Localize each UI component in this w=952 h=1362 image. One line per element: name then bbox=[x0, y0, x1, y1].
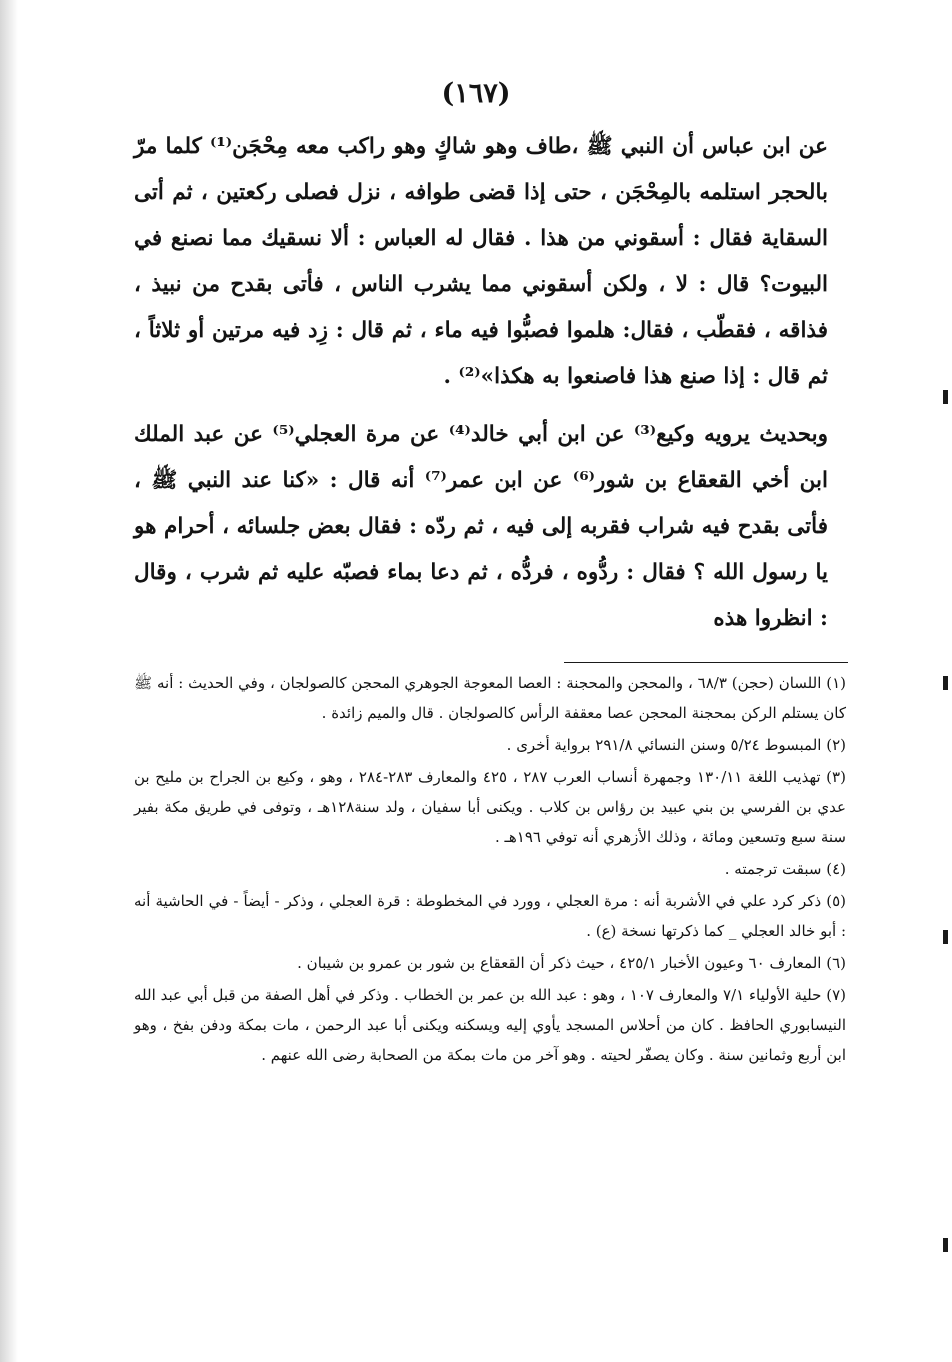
footnote-5: (٥) ذكر كرد علي في الأشربة أنه : مرة العجلي ، وورد في المخطوطة : قرة العجلي ، وذكر - أيضاً - في الحاشية أنه : أبو خالد العجلي _ كما ذكرتها نسخة (ع) . bbox=[134, 892, 846, 940]
footnote-divider bbox=[564, 662, 848, 663]
margin-mark bbox=[943, 1238, 948, 1252]
margin-mark bbox=[943, 676, 948, 690]
page-edge-shadow bbox=[0, 0, 18, 1362]
footnote-1: (١) اللسان (حجن) ٦٨/٣ ، والمحجن والمحجنة : العصا المعوجة الجوهري المحجن كالصولجان ، وفي الحديث : أنه ﷺ كان يستلم الركن بمحجنة المحجن عصا معقفة الرأس كالصولجان . قال والميم زائدة . bbox=[134, 674, 846, 722]
main-paragraph-2: وبحديث يرويه وكيع⁽³⁾ عن ابن أبي خالد⁽⁴⁾ عن مرة العجلي⁽⁵⁾ عن عبد الملك ابن أخي القعقاع بن شور⁽⁶⁾ عن ابن عمر⁽⁷⁾ أنه قال : «كنا عند النبي ﷺ ، فأتى بقدح فيه شراب فقربه إلى فيه ، ثم ردّه : فقال بعض جلسائه ، أحرام هو يا رسول الله ؟ فقال : ردُّوه ، فردُّه ، ثم دعا بماء فصبّه عليه ثم شرب ، وقال : انظروا هذه bbox=[134, 422, 828, 631]
margin-mark bbox=[943, 390, 948, 404]
page-number: (١٦٧) bbox=[441, 78, 511, 109]
main-paragraph-1: عن ابن عباس أن النبي ﷺ ،طاف وهو شاكٍ وهو راكب معه مِحْجَن⁽¹⁾ كلما مرّ بالحجر استلمه بالمِحْجَن ، حتى إذا قضى طوافه ، نزل فصلى ركعتين ، ثم أتى السقاية فقال : أسقوني من هذا . فقال له العباس : ألا نسقيك مما نصنع في البيوت؟ قال : لا ، ولكن أسقوني مما يشرب الناس ، فأتى بقدح من نبيذ ، فذاقه ، فقطّب ، فقال: هلموا فصبُّوا فيه ماء ، ثم قال : زِد فيه مرتين أو ثلاثاً ، ثم قال : إذا صنع هذا فاصنعوا به هكذا»⁽²⁾ . bbox=[134, 134, 828, 389]
footnote-3: (٣) تهذيب اللغة ١٣٠/١١ وجمهرة أنساب العرب ٢٨٧ ، ٤٢٥ والمعارف ٢٨٣-٢٨٤ ، وهو ، وكيع بن الجراح بن مليح بن عدي بن الفرسي بن بني عبيد بن رؤاس بن كلاب . ويكنى أبا سفيان ، ولد سنة١٢٨هـ ، وتوفى في طريق مكة بفير سنة سبع وتسعين ومائة ، وذلك الأزهري أنه توفي ١٩٦هـ . bbox=[134, 768, 846, 846]
margin-mark bbox=[943, 930, 948, 944]
footnote-4: (٤) سبقت ترجمته . bbox=[724, 860, 846, 878]
footnote-6: (٦) المعارف ٦٠ وعيون الأخبار ٤٢٥/١ ، حيث ذكر أن القعقاع بن شور بن عمرو بن شيبان . bbox=[297, 954, 846, 972]
main-text-body bbox=[134, 124, 828, 642]
footnote-7: (٧) حلية الأولياء ٧/١ والمعارف ١٠٧ ، وهو : عبد الله بن عمر بن الخطاب . وذكر في أهل الصفة من قبل أبي عبد الله النيسابوري الحافظ . كان من أحلاس المسجد يأوي إليه ويسكنه ويكنى أبا عبد الرحمن ، مات بمكة ودفن بفخ ، وهو ابن أربع وثمانين سنة . وكان يصفّر لحيته . وهو آخر من مات بمكة من الصحابة رضى الله عنهم . bbox=[134, 986, 846, 1064]
footnote-2: (٢) المبسوط ٥/٢٤ وسنن النسائي ٢٩١/٨ برواية أخرى . bbox=[506, 736, 846, 754]
footnotes-section bbox=[134, 668, 846, 1072]
